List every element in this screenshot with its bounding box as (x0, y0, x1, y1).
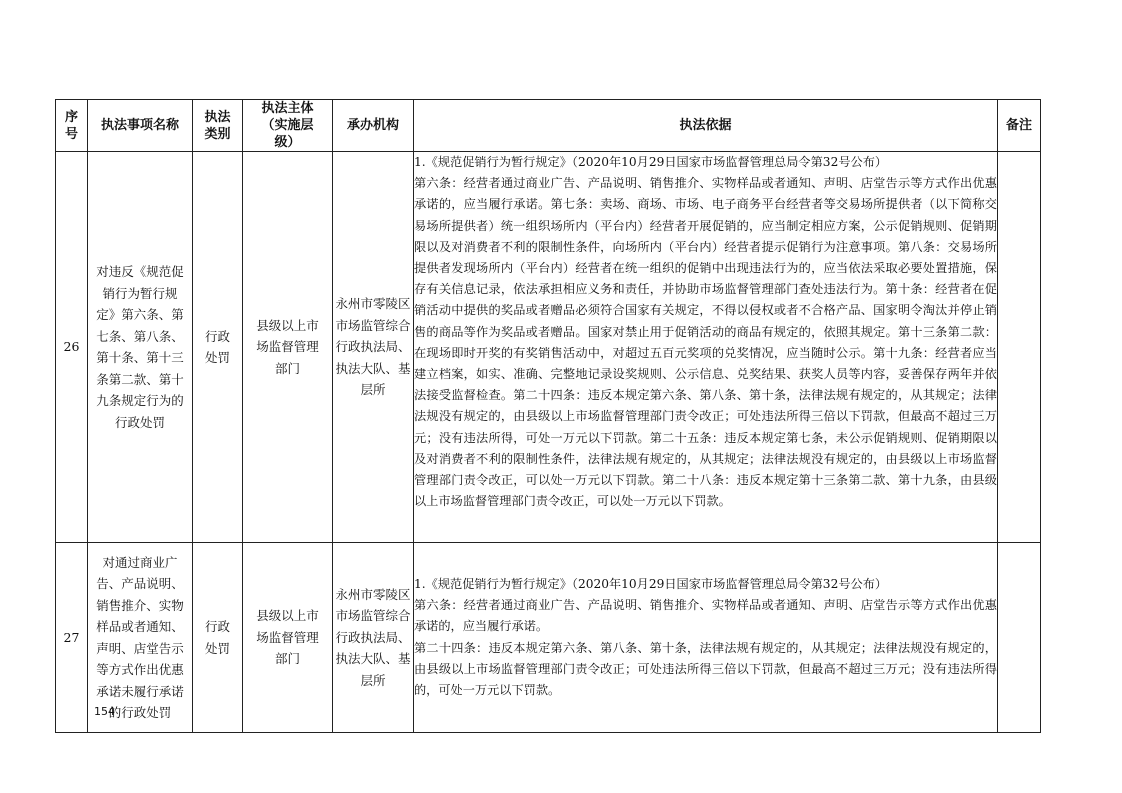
basis-paragraph: 1.《规范促销行为暂行规定》（2020年10月29日国家市场监督管理总局令第32号公布） (414, 155, 888, 169)
header-name: 执法事项名称 (88, 100, 193, 152)
cell-remarks (998, 543, 1041, 733)
basis-paragraph: 第二十四条：违反本规定第六条、第八条、第十条，法律法规有规定的，从其规定；法律法规没有规定的，由县级以上市场监督管理部门责令改正；可处违法所得三倍以下罚款，但最高不超过三万元；没有违法所得的，可处一万元以下罚款。 (414, 640, 997, 697)
cell-org: 永州市零陵区市场监管综合行政执法局、执法大队、基层所 (333, 152, 414, 543)
cell-seq: 26 (56, 152, 88, 543)
basis-paragraph: 第六条：经营者通过商业广告、产品说明、销售推介、实物样品或者通知、声明、店堂告示等方式作出优惠承诺的，应当履行承诺。第七条：卖场、商场、市场、电子商务平台经营者等交易场所提供者（以下简称交易场所提供者）统一组织场所内（平台内）经营者开展促销的，应当制定相应方案，公示促销规则、促销期限以及对消费者不利的限制性条件，向场所内（平台内）经营者提示促销行为注意事项。第八条：交易场所提供者发现场所内（平台内）经营者在统一组织的促销中出现违法行为的，应当依法采取必要处置措施，保存有关信息记录，依法承担相应义务和责任，并协助市场监督管理部门查处违法行为。第十条：经营者在促销活动中提供的奖品或者赠品必须符合国家有关规定，不得以侵权或者不合格产品、国家明令淘汰并停止销售的商品等作为奖品或者赠品。国家对禁止用于促销活动的商品有规定的，依照其规定。第十三条第二款：在现场即时开奖的有奖销售活动中，对超过五百元奖项的兑奖情况，应当随时公示。第十九条：经营者应当建立档案，如实、准确、完整地记录设奖规则、公示信息、兑奖结果、获奖人员等内容，妥善保存两年并依法接受监督检查。第二十四条：违反本规定第六条、第八条、第十条，法律法规有规定的，从其规定；法律法规没有规定的，由县级以上市场监督管理部门责令改正；可处违法所得三倍以下罚款，但最高不超过三万元；没有违法所得，可处一万元以下罚款。第二十五条：违反本规定第七条，未公示促销规则、促销期限以及对消费者不利的限制性条件，法律法规有规定的，从其规定；法律法规没有规定的，由县级以上市场监督管理部门责令改正，可以处一万元以下罚款。第二十八条：违反本规定第十三条第二款、第十九条，由县级以上市场监督管理部门责令改正，可以处一万元以下罚款。 (414, 176, 997, 509)
header-org: 承办机构 (333, 100, 414, 152)
cell-name: 对通过商业广告、产品说明、销售推介、实物样品或者通知、声明、店堂告示等方式作出优惠承诺未履行承诺的行政处罚 (88, 543, 193, 733)
enforcement-table (55, 99, 1041, 733)
cell-basis (414, 543, 998, 733)
cell-subject: 县级以上市场监督管理部门 (243, 543, 333, 733)
cell-remarks (998, 152, 1041, 543)
cell-category: 行政处罚 (193, 152, 243, 543)
header-basis: 执法依据 (414, 100, 998, 152)
header-subject: 执法主体（实施层级） (243, 100, 333, 152)
cell-subject: 县级以上市场监督管理部门 (243, 152, 333, 543)
cell-basis (414, 152, 998, 543)
header-remarks: 备注 (998, 100, 1041, 152)
cell-seq: 27 (56, 543, 88, 733)
table-header-row (56, 100, 1041, 152)
cell-category: 行政处罚 (193, 543, 243, 733)
basis-paragraph: 1.《规范促销行为暂行规定》（2020年10月29日国家市场监督管理总局令第32号公布） (414, 576, 888, 591)
table-row (56, 543, 1041, 733)
header-category: 执法类别 (193, 100, 243, 152)
page-number: 154 (94, 705, 115, 718)
cell-name: 对违反《规范促销行为暂行规定》第六条、第七条、第八条、第十条、第十三条第二款、第十九条规定行为的行政处罚 (88, 152, 193, 543)
table-row (56, 152, 1041, 543)
basis-paragraph: 第六条：经营者通过商业广告、产品说明、销售推介、实物样品或者通知、声明、店堂告示等方式作出优惠承诺的，应当履行承诺。 (414, 598, 997, 634)
header-seq: 序号 (56, 100, 88, 152)
cell-org: 永州市零陵区市场监管综合行政执法局、执法大队、基层所 (333, 543, 414, 733)
